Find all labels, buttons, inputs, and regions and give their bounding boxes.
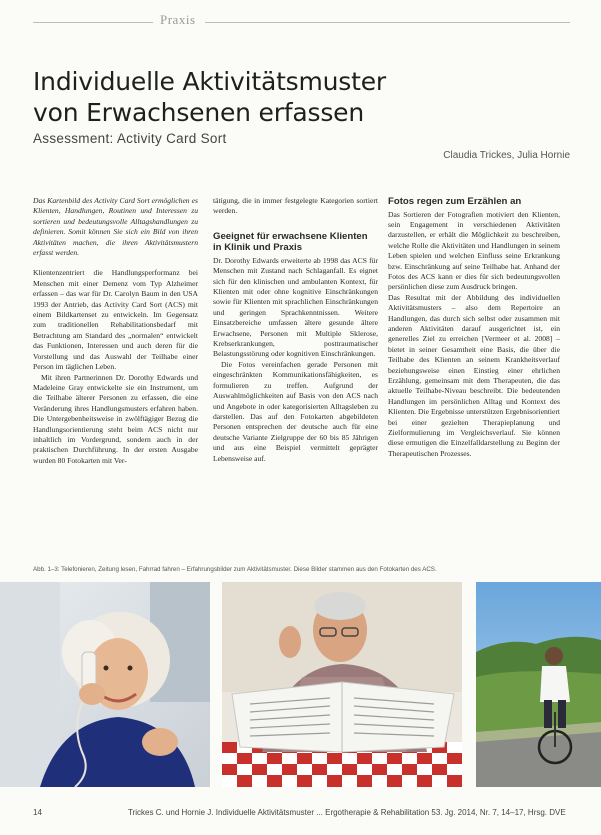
- section-label: Praxis: [160, 12, 196, 27]
- lead-paragraph: Das Kartenbild des Activity Card Sort ermöglichen es Klienten, Handlungen, Routinen und Interessen zu sortieren und bedeutungsvolle Alltagshandlungen zu definieren. Somit können Sie sich ein Bild von ihren Aktivitäten machen, die ihren Aktivitätsmustern erfasst werden.: [33, 196, 198, 258]
- header-rule-left: [33, 22, 153, 23]
- photo-woman-telephone: [0, 582, 210, 787]
- body-paragraph: Mit ihren Partnerinnen Dr. Dorothy Edwards und Madeleine Gray entwickelte sie ein Instrument, um die Teilhabe älterer Personen zu erfassen, die eine Veränderung ihres Handlungsmusters erfahren haben. Die Untergebenheitsweise in zwölftägiger Bezug die Handlungsorientierung steht beim ACS nicht nur inhaltlich im Vordergrund, sondern auch in der praktischen Durchführung. In der ersten Ausgabe wurden 80 Fotokarten mit Ver-: [33, 372, 198, 465]
- body-paragraph: Das Sortieren der Fotografien motiviert den Klienten, sein Engagement in verschiedenen Aktivitäten darzustellen, er erhält die Möglichkeit zu beschreiben, welche Rolle die Aktivitäten und Handlungen in seinem Leben spielen und welchen Einfluss seine Erkrankung bzw. Einschränkung auf seine Teilhabe hat. Anhand der Fotos des ACS kann er dies für sich bedeutungsvollen persönlichen diese zum Ausdruck bringen.: [388, 209, 560, 292]
- running-footer: Trickes C. und Hornie J. Individuelle Aktivitätsmuster ... Ergotherapie & Rehabilitation 53. Jg. 2014, Nr. 7, 14–17, Hrsg. DVE: [128, 808, 566, 817]
- article-subtitle: Assessment: Activity Card Sort: [33, 131, 227, 146]
- article-title: [33, 66, 573, 128]
- text-column-3: [388, 196, 560, 459]
- photo-cyclist-image: [476, 582, 601, 787]
- body-paragraph: tätigung, die in immer festgelegte Kategorien sortiert werden.: [213, 196, 378, 216]
- section-header: [0, 12, 601, 34]
- text-column-2: [213, 196, 378, 464]
- section-heading: Fotos regen zum Erzählen an: [388, 196, 522, 207]
- header-rule-right: [205, 22, 570, 23]
- body-paragraph: Dr. Dorothy Edwards erweiterte ab 1998 das ACS für Menschen mit Zustand nach Schlaganfall. Es eignet sich für den klinischen und ambulanten Kontext, für Klienten mit oder ohne kognitive Einschränkungen sowie für Klienten mit sprachlichen Einschränkungen und geringen Sprachkenntnissen. Weitere Einsatzbereiche umfassen ältere gesunde ältere Erwachsene, Personen mit Multiple Sklerose, Krebserkrankungen, posttraumatischer Belastungsstörung oder kognitiven Einschränkungen.: [213, 255, 378, 359]
- article-authors: Claudia Trickes, Julia Hornie: [443, 150, 570, 161]
- figure-caption: Abb. 1–3: Telefonieren, Zeitung lesen, Fahrrad fahren – Erfahrungsbilder zum Aktivitätsmuster. Diese Bilder stammen aus den Fotokarten des ACS.: [33, 566, 437, 573]
- newspaper: [232, 682, 454, 752]
- photo-man-newspaper-image: [222, 582, 462, 787]
- text-column-1: [33, 196, 198, 466]
- body-paragraph: Das Resultat mit der Abbildung des individuellen Aktivitätsmusters – also dem Repertoire an Handlungen, das durch sich selbst oder zusammen mit anderen Aktivitäten darauf ausgerichtet ist, ein generelles Ziel zu erreichen [Vermeer et al. 2008] – bietet in seiner Gesamtheit eine Basis, die über die Teilhabe des Klienten an seinem Krankheitsverlauf beziehungsweise einen Einstieg einer ehrlichen Erzählung, gemeinsam mit dem Therapeuten, die das aktuelle Teilhabe-Niveau beschreibt. Die bedeutenden Handlungen im persönlichen Alltag und Kontext des Klienten. Die Ergebnisse unterstützen Ergebnisorientiert bei einer gezielten Therapieplanung und Zielformulierung im Vergleichsverlauf. Sie können diese ermutigen die Einzelfalldarstellung zu Beginn der Therapeutischen Prozesses.: [388, 292, 560, 458]
- title-line-2: von Erwachsenen erfassen: [33, 98, 364, 127]
- photo-man-newspaper: [222, 582, 462, 787]
- title-line-1: Individuelle Aktivitätsmuster: [33, 67, 386, 96]
- page-number: 14: [33, 808, 42, 817]
- body-paragraph: Die Fotos vereinfachen gerade Personen mit eingeschränkten Kommunikationsfähigkeiten, es formulieren zu treffen. Aufgrund der Auswahlmöglichkeiten auf Basis von den ACS nach und Angebote in oder kategorisierten Alltagsleben zu darstellen. Das auf den Fotokarten abgebildeten Personen entsprechen der deutsche auch für eine deutsche Variante Zielgruppe der 60 bis 85 Jährigen und aus eine Beispiel vermittelt geprägter Lebensweise auf.: [213, 359, 378, 463]
- body-paragraph: Klientenzentriert die Handlungsperformanz bei Menschen mit einer Demenz vom Typ Alzheimer erfassen – das war für Dr. Carolyn Baum in den USA 1993 der Antrieb, das Activity Card Sort (ACS) mit einem Bildkartenset zu entwickeln. Im Gegensatz zum traditionellen Rehabilitationsbedarf mit Betrachtung am Standard des „normalen“ entwickelt das Funktionen, Interessen und auch deren für die Vorstellung und das Auswahl der Teilhabe einer Person im täglichen Leben.: [33, 268, 198, 372]
- photo-cyclist: [476, 582, 601, 787]
- page-footer: [0, 808, 601, 824]
- photo-woman-telephone-image: [0, 582, 210, 787]
- section-heading: Geeignet für erwachsene Klienten in Klinik und Praxis: [213, 230, 368, 254]
